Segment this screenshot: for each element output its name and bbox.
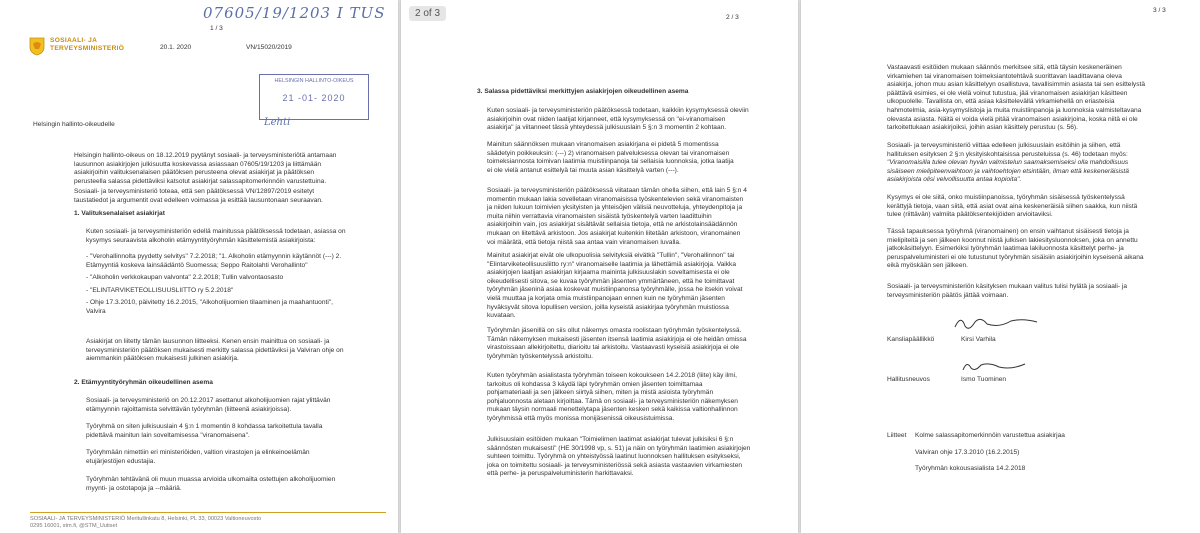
stamp-title: HELSINGIN HALLINTO-OIKEUS xyxy=(274,78,354,84)
signer-1-name: Kirsi Varhila xyxy=(961,336,996,343)
page-number: 2 / 3 xyxy=(726,14,739,21)
section-heading-3: 3. Salassa pidettäviksi merkittyjen asiakirjojen oikeudellinen asema xyxy=(477,88,689,95)
ministry-name-line2: TERVEYSMINISTERIÖ xyxy=(50,45,125,52)
page-footer: SOSIAALI- JA TERVEYSMINISTERIÖ Meritullinkatu 8, Helsinki, PL 33, 00023 Valtioneuvosto 0295 16001, stm.fi, @STM_Uutiset xyxy=(30,512,386,530)
section-2-para-3: Työryhmään nimettiin eri ministeriöiden, valtion virastojen ja elinkeinoelämän etujärjestöjen edustajia. xyxy=(86,449,310,465)
paragraph-request: Helsingin hallinto-oikeus on 18.12.2019 pyytänyt sosiaali- ja terveysministeriötä antamaan lausunnon asiakirjojen julkisuutta koskevassa asiassaan 07605/19/1203 ja liittämään asiakirjoihin valituksenalaisen päätöksen perusteena olevat asiakirjat ja päätöksen perusteella salassa pidettäviksi katsotut asiakirjat salassapitomerkinnöin varustettuina. xyxy=(74,152,337,185)
section-2-para-2: Työryhmä on siten julkisuuslain 4 §:n 1 momentin 8 kohdassa tarkoitettula tavalla pidettävä mainitun lain soveltamisessa "viranomaisena". xyxy=(86,423,323,439)
document-page-3 xyxy=(801,0,1200,533)
section-2-para-1: Sosiaali- ja terveysministeriö on 20.12.2017 asettanut alkoholijuomien rajat ylittävän etämyynnin rajoittamista selvittävän työryhmän (liitteenä asiakirjoissa). xyxy=(86,397,331,413)
reference-number: VN/15020/2019 xyxy=(246,44,292,51)
signature-varhila xyxy=(951,312,1041,334)
page2-para-7: Julkisuuslain esitöiden mukaan "Toimielimen laatimat asiakirjat tulevat julkisiksi 6 §:n säännösten mukaisesti" (HE 30/1998 vp, s. 51) ja näin on työryhmän laatimien asiakirjojen suhteen toimittu. Työryhmä on yhteistyössä laatinut luonnoksen hallituksen esitykseksi, joka on toimitettu sosiaali- ja terveysministeriössä sekä asiasta vastaavien virkamiesten että perhe- ja peruspalveluministerin harkittavaksi. xyxy=(487,436,751,478)
document-list: - "Verohallinnolta pyydetty selvitys" 7.2.2018; "1. Alkoholin etämyynnin käytännöt (---) 2. Etämyyntiä koskeva lainsäädäntö Suomessa; Seppo Raitolahti Verohallinto" - "Alkoholin verkkokaupan valvonta" 2.2.2018; Tullin valvontaosasto - "ELINTARVIKETEOLLISUUSLIITTO ry 5.2.2018" - Ohje 17.3.2010, päivitetty 16.2.2015, "Alkoholijuomien tilaaminen ja maahantuonti", Valvira xyxy=(86,253,342,315)
section-2-para-4: Työryhmän tehtävänä oli muun muassa arvioida ulkomailta ostettujen alkoholijuomien myynti- ja ostotapoja ja --määriä. xyxy=(86,476,336,492)
section-1-conclusion: Asiakirjat on liitetty tämän lausunnon liitteeksi. Kenen ensin mainittua on sosiaali- ja terveysministeriön päätöksen mukaisesti merkitty salassa pidettäviksi ja Valviran ohje on aiemmankin päätöksen mukaisesti julkinen asiakirja. xyxy=(86,338,344,363)
signer-2-title: Hallitusneuvos xyxy=(887,376,930,383)
attachments-list: Kolme salassapitomerkinnöin varustettua asiakirjaa Valviran ohje 17.3.2010 (16.2.2015) Työryhmän kokousasialista 14.2.2018 xyxy=(915,432,1065,473)
page3-para-3: Kysymys ei ole siitä, onko muistiinpanoissa, työryhmän sisäisessä työskentelyssä kerättyjä tietoja, vaan siitä, että asiat ovat aina keskeneräisiä siihen saakka, kun niistä tulee (riittävän) valmiita päätöksentekijöiden arvioitaviksi. xyxy=(887,194,1138,219)
page-number: 1 / 3 xyxy=(210,25,223,32)
page3-conclusion: Sosiaali- ja terveysministeriön käsityksen mukaan valitus tulisi hylätä ja sosiaali- ja terveysministeriön päätös jättää voimaan. xyxy=(887,283,1128,299)
page-number: 3 / 3 xyxy=(1153,7,1166,14)
page2-para-6: Kuten työryhmän asialistasta työryhmän toiseen kokoukseen 14.2.2018 (liite) käy ilmi, tarkoitus oli kohdassa 3 käydä läpi työryhmän omien jäsenten toimittamaa pohjamateriaali ja sen jälkeen siirtyä siihen, miten ja mistä asioista työryhmän pohjaluonnosta aletaan kirjoittaa. Tämä on sosiaali- ja terveysministeriön näkemyksen mukaan täysin normaali menettelytapa jäsenten kesken sekä kaikissa valtionhallinnon työryhmissä että myös monissa monijäsenissä oikeusistuimissa. xyxy=(487,372,738,422)
document-page-1 xyxy=(0,0,398,533)
ministry-name-line1: SOSIAALI- JA xyxy=(50,37,98,44)
page3-para-1: Vastaavasti esitöiden mukaan säännös merkitsee sitä, että täysin keskeneräinen virkamiehen tai viranomaisen toimeksiantotehtävä suorittavan laadittavana oleva asiakirja, johon muu asian käsittelyyn osallistuva, tavallisimmin asiasta tai sen esittelystä päättävä esimies, ei ole vielä voinut tutustua, jää viranomaisen asiakirjan käsitteen ulkopuolelle. Tavallista on, että asiaa käsittelevällä virkamiehellä on eriasteisia hahmotelmia, asia-kysymyslistoja ja muita muistiinpanoja ja luonnoksia valmisteltavana olevasta asiasta. Näitä ei voida vielä pitää viranomaisen asiakirjoina, koska niitä ei ole tarkoitettukaan asiakirjoiksi, joihin asian käsittely perustuu (s. 56). xyxy=(887,64,1146,132)
paragraph-statement: Sosiaali- ja terveysministeriö toteaa, että sen päätöksessä VN/12897/2019 esitetyt taustatiedot ja argumentit ovat edelleen voimassa ja esittää lausuntonaan seuraavan. xyxy=(74,188,323,204)
signer-1-title: Kansliapäällikkö xyxy=(887,336,935,343)
section-heading-1: 1. Valituksenalaiset asiakirjat xyxy=(74,210,165,217)
finnish-lion-coat-of-arms-icon xyxy=(28,36,46,56)
page2-para-3: Sosiaali- ja terveysministeriön päätöksessä viitataan tämän ohella siihen, että lain 5 §:n 4 momentin mukaan lakia sovelletaan viranomaisissa työskentelevien sekä viranomaisten ja niiden lukuun toimivien yksityisten ja yhteisöjen välisiä neuvotteluja, yhteydenpitoja ja muita niihin verrattavia viranomaisten sisäistä työskentelyä varten laadittuihin asiakirjoihin vain, jos asiakirjat sisältävät sellaisia tietoja, että ne arkistolainsäädännön mukaan on liitettävä arkistoon. Jos asiakirjat kuitenkin liitetään arkistoon, viranomainen voi määrätä, että tietoja niistä saa antaa vain viranomaisen luvalla. xyxy=(487,187,747,246)
signature-tuominen xyxy=(959,356,1029,376)
document-date: 20.1. 2020 xyxy=(160,44,192,51)
court-received-stamp xyxy=(259,74,369,120)
section-heading-2: 2. Etämyyntityöryhmän oikeudellinen asema xyxy=(74,379,213,386)
stamp-signature: Lehti xyxy=(264,117,291,128)
page3-para-2: Sosiaali- ja terveysministeriö viittaa edelleen julkisuuslain esitöihin ja siihen, että hallituksen esityksen 2 §:n yksityiskohtaisissa perusteluissa (s. 46) todetaan myös: "Viranomaisilla tulee olevan hyvän valmistelun saamaksemiseksi olla mahdollisuus sisäiseen mielipiteenvaihtoon ja vaihtoehtojen etsintään, ilman että keskeneräisistä asiakirjoista olisi velvollisuutta antaa kopioita". xyxy=(887,142,1129,184)
ministry-logo-text xyxy=(50,37,124,53)
page2-para-1: Kuten sosiaali- ja terveysministeriön päätöksessä todetaan, kaikkiin kysymyksessä oleviin asiakirjoihin ovat niiden laatijat kirjanneet, että kysymyksessä on "ei-viranomaisen asiakirja" ja viitanneet tässä yhteydessä julkisuuslain 5 §:n 3 momentin 2 kohtaan. xyxy=(487,107,749,132)
attachments-label: Liitteet xyxy=(887,432,907,439)
viewer-page-indicator: 2 of 3 xyxy=(409,6,446,21)
addressee: Helsingin hallinto-oikeudelle xyxy=(33,121,115,128)
section-1-intro: Kuten sosiaali- ja terveysministeriön edellä mainitussa päätöksessä todetaan, asiassa on kysymys seuraavista alkoholin etämyyntityöryhmän käsittelemistä asiakirjoista: xyxy=(86,228,346,244)
document-page-2 xyxy=(401,0,798,533)
stamp-date: 21 -01- 2020 xyxy=(282,93,346,103)
page2-para-4: Mainitut asiakirjat eivät ole ulkopuolisia selvityksiä eivätkä "Tullin", "Verohallinnon" tai "Elintarviketeollisuusliitto ry:n" viranomaiselle laatimia ja lähettämiä asiakirjoja. Vaikka asiakirjojen laatijan asiakirjan kirjaama maininta julkisuuslakin soveltamisesta ei ole oikeudellisesti sitova, se kuvaa työryhmän jäsenten ymmärtäneen, että he toimittavat työryhmän jäseninä asiaa koskevat muistiinpanonsa työryhmälle, jossa he itsekin voivat vielä muuttaa ja korjata omia muistiinpanojaan ennen kuin ne työryhmän jäsenten hyväksyvät sitova lopullisen version, joilla kyseistä asiakirjaa työryhmän muistiossa kuvataan. xyxy=(487,252,743,320)
page2-para-5: Työryhmän jäsenillä on siis ollut näkemys omasta roolistaan työryhmän työskentelyssä. Tämän näkemyksen mukaisesti jäsenten itsensä laatimia asiakirjoja ei ole heidän omissa virastoissaan allekirjoitettu, diarioitu tai arkistoitu. Vastaavasti kyseisiä asiakirjoja ei ole työryhmän työskentelyssä arkistoitu. xyxy=(487,327,747,360)
handwritten-case-number: 07605/19/1203 I TUS xyxy=(203,4,386,22)
signer-2-name: Ismo Tuominen xyxy=(961,376,1007,383)
page3-para-4: Tässä tapauksessa työryhmä (viranomainen) on ensin vaihtanut sisäisesti tietoja ja mielipiteitä ja sen jälkeen koonnut niistä julkisen lakiesitysluonnoksen, joka on annettu jatkokäsittelyyn. Esimerkiksi työryhmän laatimaa lakiluonnosta käsittelyt perhe- ja peruspalveluministeri ei ole tutustunut työryhmän sisäisiin asiakirjoihin kyseisenä aikana eikä myöskään sen jälkeen. xyxy=(887,228,1144,270)
page2-para-2: Mainitun säännöksen mukaan viranomaisen asiakirjana ei pidetä 5 momentissa säädetyin poikkeuksin: (---) 2) viranomaisen palveluksessa olevan tai viranomaisen toimeksiannosta toimivan laatimia muistiinpanoja tai sellaisia luonnoksia, jotka laatija ei ole vielä antanut esittelyä tai muuta asian käsittelyä varten (---). xyxy=(487,141,734,174)
